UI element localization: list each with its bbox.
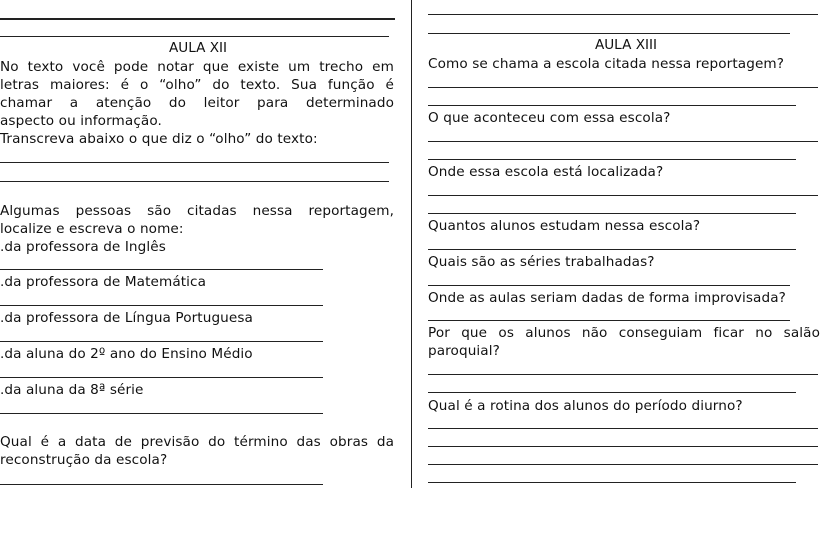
question: O que aconteceu com essa escola? xyxy=(428,110,671,126)
answer-line xyxy=(0,18,395,20)
answer-line[interactable] xyxy=(428,428,818,429)
question: Quantos alunos estudam nessa escola? xyxy=(428,218,701,234)
people-item: .da aluna da 8ª série xyxy=(0,382,144,398)
answer-line[interactable] xyxy=(0,377,323,378)
answer-line[interactable] xyxy=(428,87,818,88)
people-item: .da professora de Língua Portuguesa xyxy=(0,310,253,326)
answer-line[interactable] xyxy=(0,484,323,485)
answer-line[interactable] xyxy=(428,141,818,142)
answer-line[interactable] xyxy=(428,213,796,214)
question: paroquial? xyxy=(428,343,500,359)
people-item: .da professora de Inglês xyxy=(0,239,166,255)
answer-line[interactable] xyxy=(0,305,323,306)
people-intro-line: Algumas pessoas são citadas nessa reportagem, xyxy=(0,203,394,219)
question: Como se chama a escola citada nessa reportagem? xyxy=(428,56,785,72)
answer-line[interactable] xyxy=(428,285,790,286)
answer-line[interactable] xyxy=(428,249,796,250)
answer-line[interactable] xyxy=(0,162,389,163)
answer-line[interactable] xyxy=(428,14,818,15)
question: Por que os alunos não conseguiam ficar no salão xyxy=(428,325,820,341)
question: Qual é a rotina dos alunos do período diurno? xyxy=(428,398,743,414)
answer-line[interactable] xyxy=(428,320,790,321)
answer-line[interactable] xyxy=(428,464,818,465)
answer-line[interactable] xyxy=(428,374,818,375)
answer-line xyxy=(0,36,389,37)
question: Onde as aulas seriam dadas de forma improvisada? xyxy=(428,290,786,306)
question: Onde essa escola está localizada? xyxy=(428,164,664,180)
intro-line: chamar a atenção do leitor para determinado xyxy=(0,95,394,111)
intro-line: No texto você pode notar que existe um trecho em xyxy=(0,59,394,75)
answer-line[interactable] xyxy=(428,392,796,393)
lesson-title: AULA XIII xyxy=(594,37,658,53)
date-question-line: reconstrução da escola? xyxy=(0,452,168,468)
answer-line[interactable] xyxy=(428,33,790,34)
answer-line[interactable] xyxy=(428,105,796,106)
lesson-title: AULA XII xyxy=(168,40,228,56)
transcribe-prompt: Transcreva abaixo o que diz o “olho” do texto: xyxy=(0,131,318,147)
date-question-line: Qual é a data de previsão do término das obras da xyxy=(0,434,394,450)
answer-line[interactable] xyxy=(0,341,323,342)
column-divider xyxy=(411,0,412,488)
people-item: .da professora de Matemática xyxy=(0,274,207,290)
answer-line[interactable] xyxy=(0,181,389,182)
answer-line[interactable] xyxy=(0,413,323,414)
answer-line[interactable] xyxy=(428,159,796,160)
answer-line[interactable] xyxy=(428,446,818,447)
people-item: .da aluna do 2º ano do Ensino Médio xyxy=(0,346,253,362)
answer-line[interactable] xyxy=(0,269,323,270)
answer-line[interactable] xyxy=(428,195,818,196)
intro-line: letras maiores: é o “olho” do texto. Sua função é xyxy=(0,77,394,93)
intro-line: aspecto ou informação. xyxy=(0,113,162,129)
question: Quais são as séries trabalhadas? xyxy=(428,254,655,270)
answer-line[interactable] xyxy=(428,482,796,483)
people-intro-line: localize e escreva o nome: xyxy=(0,221,184,237)
